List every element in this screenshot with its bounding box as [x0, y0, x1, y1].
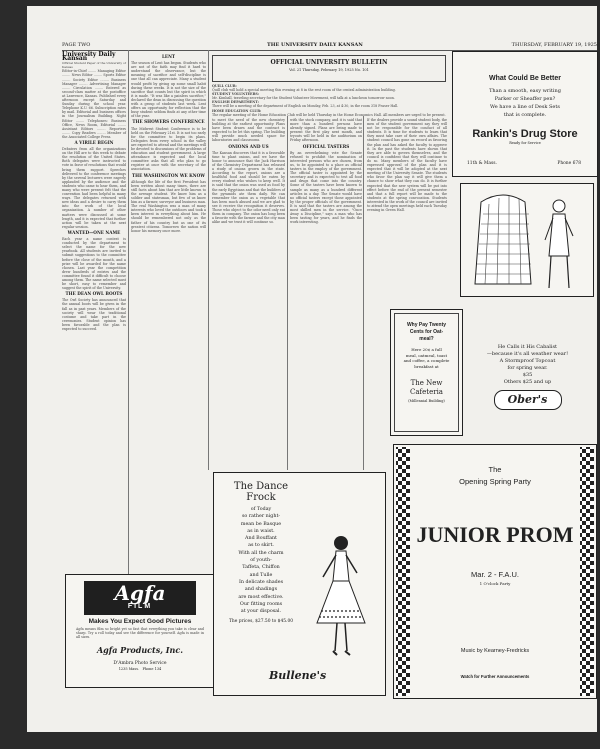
dance-frock-line: so rather night- — [241, 514, 281, 520]
agfa-brand: Agfa — [114, 581, 166, 605]
rankin-address: 11th & Mass. — [467, 161, 497, 166]
editorial-column — [62, 53, 126, 573]
agfa-film-label: FILM — [127, 603, 153, 610]
obers-price: $35 — [522, 372, 533, 378]
dance-frock-copy — [220, 506, 302, 615]
agfa-film-ad — [65, 574, 215, 688]
notice-text: Quill club will hold a special meeting this evening at 8 in the rest room of the central administration building. — [212, 88, 396, 93]
cafeteria-line: breakfast at — [414, 363, 439, 369]
notice-heading: QUILL CLUB: — [212, 84, 237, 88]
paper-name: THE UNIVERSITY DAILY KANSAN — [267, 42, 363, 48]
dance-frock-line: With all the charm — [238, 550, 284, 556]
cafeteria-line: and coffee, a complete — [403, 358, 450, 363]
dance-frock-line: Our fitting rooms — [239, 601, 283, 607]
obers-line: for spring wear. — [507, 365, 548, 371]
topcoat-illustration — [461, 184, 593, 296]
notice-text: The regular meeting of the Home Education Club will be held Thursday in the Home Economics Hall. All members are urged to be present. — [212, 112, 446, 117]
agfa-address-line — [66, 667, 214, 671]
editorial-heading: LENT — [161, 54, 176, 59]
bulletin-title: OFFICIAL UNIVERSITY BULLETIN — [270, 59, 388, 66]
bullene-store-name: Bullene's — [269, 669, 327, 682]
cafeteria-sub: (Millennial Building) — [408, 399, 445, 403]
dance-frock-line: are most effective. — [238, 594, 284, 600]
news-text: The Kansan discovers that it is a favorable time to plant onions, and we have the honor to announce that the Jack Harrison of the Chemistry Department has released a study of onions grown in the state. According to the report, onions are a healthful food and should be eaten by every student who wishes to keep well. It is said that the onion was used as food by the early Egyptians and that the builders of the pyramids ate them daily. We can remember the onion as a vegetable that has been much abused and we are glad to see it receive the recognition it deserves. Those who object to the odor need only eat them in company. The onion has long been a favorite with the farmer and the city man alike and we trust it will continue so. — [212, 150, 286, 225]
dance-frock-ad — [213, 472, 386, 696]
new-cafeteria-ad — [390, 309, 463, 436]
editorial-column — [131, 53, 206, 468]
editorial-text: The Owl Society has announced that the annual boots will be given in the fall as in past years. Members of the society will wear the traditional costume and take part in the ceremonies. Student opinion has been favorable and the plan is expected to succeed. — [62, 298, 126, 331]
obers-topcoat-ad — [463, 306, 592, 436]
editorial-heading: WANTED—ONE NAME — [67, 229, 121, 235]
dance-frock-line: In delicate shades — [238, 579, 284, 585]
agfa-logo-banner — [84, 581, 196, 615]
cafeteria-head: Why Pay Twenty — [406, 322, 447, 328]
cafeteria-head: meal? — [419, 336, 434, 342]
agfa-tagline: Makes You Expect Good Pictures — [88, 618, 192, 625]
newspaper-page — [27, 6, 597, 732]
column-rule — [208, 50, 209, 470]
prom-title: JUNIOR PROM — [416, 522, 574, 547]
dance-frock-line: and Tulle — [249, 572, 273, 578]
editorial-heading: THE WASHINGTON WE KNOW — [132, 172, 205, 178]
dance-frock-line: as to skirt. — [248, 543, 274, 549]
obers-other-price: Others $25 and up — [503, 379, 552, 385]
agfa-phone: Phone 134 — [142, 667, 162, 671]
column-rule — [128, 50, 129, 575]
page-number: PAGE TWO — [62, 42, 91, 48]
bulletin-notices — [212, 84, 447, 117]
news-text: with the stock company, and it is said that more than a hundred persons have already signed. Plans are being made to present the first play next month, and tryouts will be held in the auditorium on Friday afternoon. — [290, 118, 362, 143]
editorial-heading: A VIRILE BEGIN — [74, 139, 114, 145]
news-column — [212, 118, 285, 470]
dance-frock-line: at your disposal. — [240, 609, 282, 615]
obers-line: He Calls it His Cabalist — [497, 344, 558, 350]
dance-frock-line: of Today — [250, 507, 272, 512]
masthead-subtitle: Official Student Paper of the University of Kansas — [62, 61, 126, 70]
notice-text: Mr. Kimball, traveling secretary for the Student Volunteer Movement, will talk at a luncheon tomorrow noon. — [212, 96, 395, 101]
prom-date: Mar. 2 - F.A.U. — [471, 570, 519, 579]
rankin-phone: Phone 678 — [557, 161, 581, 166]
rankin-line: We have a line of Desk Sets — [490, 104, 560, 110]
bulletin-box — [212, 55, 446, 82]
agfa-body-text: Agfa means film so bright yet so fast that everything you take is clear and sharp. Try a roll today and see the difference for yourself. Agfa is made in all sizes. — [76, 627, 204, 639]
junior-prom-ad — [393, 444, 597, 699]
notice-heading: STUDENT VOLUNTEERS: — [212, 92, 259, 97]
notice-heading: HOME EDUCATION CLUB: — [212, 108, 262, 113]
prom-music: Music by Kearney-Fredricks — [460, 648, 530, 654]
editorial-text: Each year a name contest is conducted by the department to select the name for the new yearbook. All students are invited to submit suggestions to the committee before the close of the month, and a prize will be awarded for the name chosen. Last year the competition drew hundreds of entries and the committee found it difficult to choose among them. The name selected must be short, easy to remember and suggest the spirit of the University. — [62, 237, 126, 291]
cafeteria-line: Here 20¢ a full — [411, 347, 442, 352]
prom-watch: Watch for Further Announcements — [460, 674, 530, 679]
dance-frock-title: The Dance Frock — [233, 481, 289, 503]
editorial-text: Debaters from all the organizations on the Hill are to this week to debate the resolution of the United States. Both delegates were instructed to vote in favor of resolutions that would bring them support. Speeches delivered to the conference meetings by the several lecturers were eagerly applauded by the audience and the students who came to hear them, and many who were present felt that the convention had been helpful in many ways. The delegates returned with new ideas and a desire to carry them into the work of the local organization. A number of other matters were discussed at some length, and it is expected that further action will be taken at the next regular session. — [62, 147, 126, 229]
masthead-title: University Daily Kansan — [62, 51, 116, 63]
dance-frock-line: Taffeta, Chiffon — [242, 565, 280, 571]
dance-frock-line: of youth- — [250, 558, 272, 564]
rankin-store-name: Rankin's Drug Store — [472, 128, 578, 140]
dance-frock-line: And Bouffant — [245, 536, 277, 542]
rankin-slogan: Ready for Service — [509, 141, 541, 145]
rankin-headline: What Could Be Better — [489, 75, 561, 82]
news-text: If the dealers provide a sound student body, the men of the student government say they will not be responsible for the conduct of all students. It is time for students to learn that they must take care of their own affairs. The student council has gone on record as favoring the plan and has asked the faculty to approve it. In the past the students have shown that they are able to govern themselves, and the council is confident that they will continue to do so. Many members of the faculty have expressed approval of the plan and it is expected that it will be adopted at the next meeting of the University Senate. The students who favor the plan say it will give them a chance to show what they can do. It is further expected that the new system will be put into effect before the end of the present semester and that a full report will be made to the students at the spring convocation. Students interested in the work of the council are invited to attend the open meetings held each Tuesday evening in Green Hall. — [367, 118, 448, 213]
editorial-text: Although the life of the first President has been written about many times, there are still facts about him that are little known to the average student. We know him as a soldier and statesman, but few of us know him as a farmer, surveyor and business man. The real Washington was a man of many interests who loved the outdoors and took a keen interest in everything about him. He should be remembered not only as the father of his country but as one of its greatest citizens. Tomorrow the nation will honor his memory once more. — [131, 179, 206, 233]
dance-frock-prices: The prices, $27.50 to $45.00 — [228, 619, 294, 625]
cafeteria-head: Cents for Oat- — [409, 329, 444, 335]
column-rule — [363, 116, 364, 470]
dance-frock-line: mean be Basque — [240, 521, 282, 527]
topcoat-illustration-ad — [460, 183, 594, 297]
agfa-dealer: D'Ambra Photo Service — [113, 661, 167, 666]
prom-time: 1 O'clock Party — [479, 581, 511, 586]
column-rule — [287, 116, 288, 470]
notice-heading: ENGLISH DEPARTMENT: — [212, 100, 259, 105]
editorial-heading: THE DEAN OWL BOOTS — [65, 291, 123, 297]
editorial-text: The Midwest Student Conference is to be held on the February 21st. It is not too early for the committee to begin its plans. Delegates from every school in the valley are expected to attend and the meetings will be devoted to discussions of the problems of education and student government. A large attendance is expected and the local committee asks that all who plan to go register at once with the secretary of the association. — [131, 126, 206, 172]
prom-the: The — [488, 465, 502, 474]
news-heading: OFFICIAL TASTERS — [302, 143, 350, 149]
dance-frock-line: and shadings — [244, 587, 278, 593]
notice-text: There will be a meeting of the department of English on Monday, Feb. 23, at 4:30, in the room 318 Fraser Hall. — [212, 104, 399, 109]
page-header — [62, 42, 597, 51]
rankin-drug-store-ad — [452, 51, 598, 177]
editorial-text: The season of Lent has begun. Students who are not of the faith may find it hard to understand the observance, but the meaning of sacrifice and self-discipline is one that all can appreciate. Many a student would profit by giving up some small habit during these weeks. It is not the size of the sacrifice that counts but the spirit in which it is made. "It was like a painless sacrifice," declared the dean in discussing the question with a group of students last week. Lent offers an opportunity for reflection that the busy student seldom finds at any other time of the year. — [131, 61, 206, 119]
staff-listing: Editor-in-Chief ........ Managing Editor ........ News Editor ........ Sports Editor ........ Society Editor ........ Business Manager ........ Advertising Manager ........ Circulation ........ Entered as second-class matter at the postoffice at Lawrence, Kansas. Published every afternoon except Saturday and Sunday during the school year. Telephone K.U. 66. Subscription rates by mail. Editorial and business offices in the Journalism Building. Night Editor ........ Telephones: Business Office, News Room, Editorial ........ Assistant Editors ........ Reporters ........ Copy Readers ........ Member of the Associated College Press. — [62, 69, 126, 139]
news-text: By an overwhelming vote the Senate refused to prohibit the nomination of interested persons who are chosen, from us, to be appointed to a place as official tasters in the employ of the government. The official taster is appointed by the secretary and is expected to test all food and drugs that come into the country. Some of the tasters have been known to sample as many as a hundred different articles in a day. The Senate would have no official tasters except those appointed by the proper officials of the government. It is said that the tasters are among the most skilled men in the service. "Once Away a Discipline," says a man who has been tasting for years, and he finds the work interesting. — [290, 150, 362, 225]
rankin-line: that is complete. — [503, 112, 547, 118]
rankin-line: Parker or Sheaffer pen? — [494, 96, 556, 102]
dancing-woman-illustration — [309, 533, 374, 663]
cafeteria-line: meal, oatmeal, toast — [405, 352, 448, 358]
obers-logo: Ober's — [507, 393, 548, 406]
issue-date: THURSDAY, FEBRUARY 19, 1925 — [511, 42, 597, 48]
obers-line: —because it's all weather wear! — [486, 351, 569, 357]
bulletin-info: Vol. 21 Thursday, February 19, 1925 No. 101 — [289, 68, 369, 72]
rankin-line: Than a smooth, easy writing — [489, 88, 561, 94]
prom-subtitle: Opening Spring Party — [459, 477, 531, 486]
news-column — [290, 118, 362, 470]
news-heading: ONIONS AND US — [228, 143, 269, 149]
news-text: to meet the need of the new chemistry building at the earliest opportunity. Plans have been drawn and the contract is expected to be let this spring. The building will provide much needed space for laboratories and classrooms. — [212, 118, 285, 143]
editorial-heading: THE SHOWERS CONFERENCE — [132, 119, 205, 125]
dance-frock-line: as in waist. — [247, 528, 275, 534]
obers-line: A Stormproof Topcoat — [499, 358, 556, 364]
cafeteria-name: The New Cafeteria — [410, 379, 443, 396]
agfa-company: Agfa Products, Inc. — [96, 645, 184, 655]
agfa-address: 1235 Mass. — [118, 667, 140, 671]
